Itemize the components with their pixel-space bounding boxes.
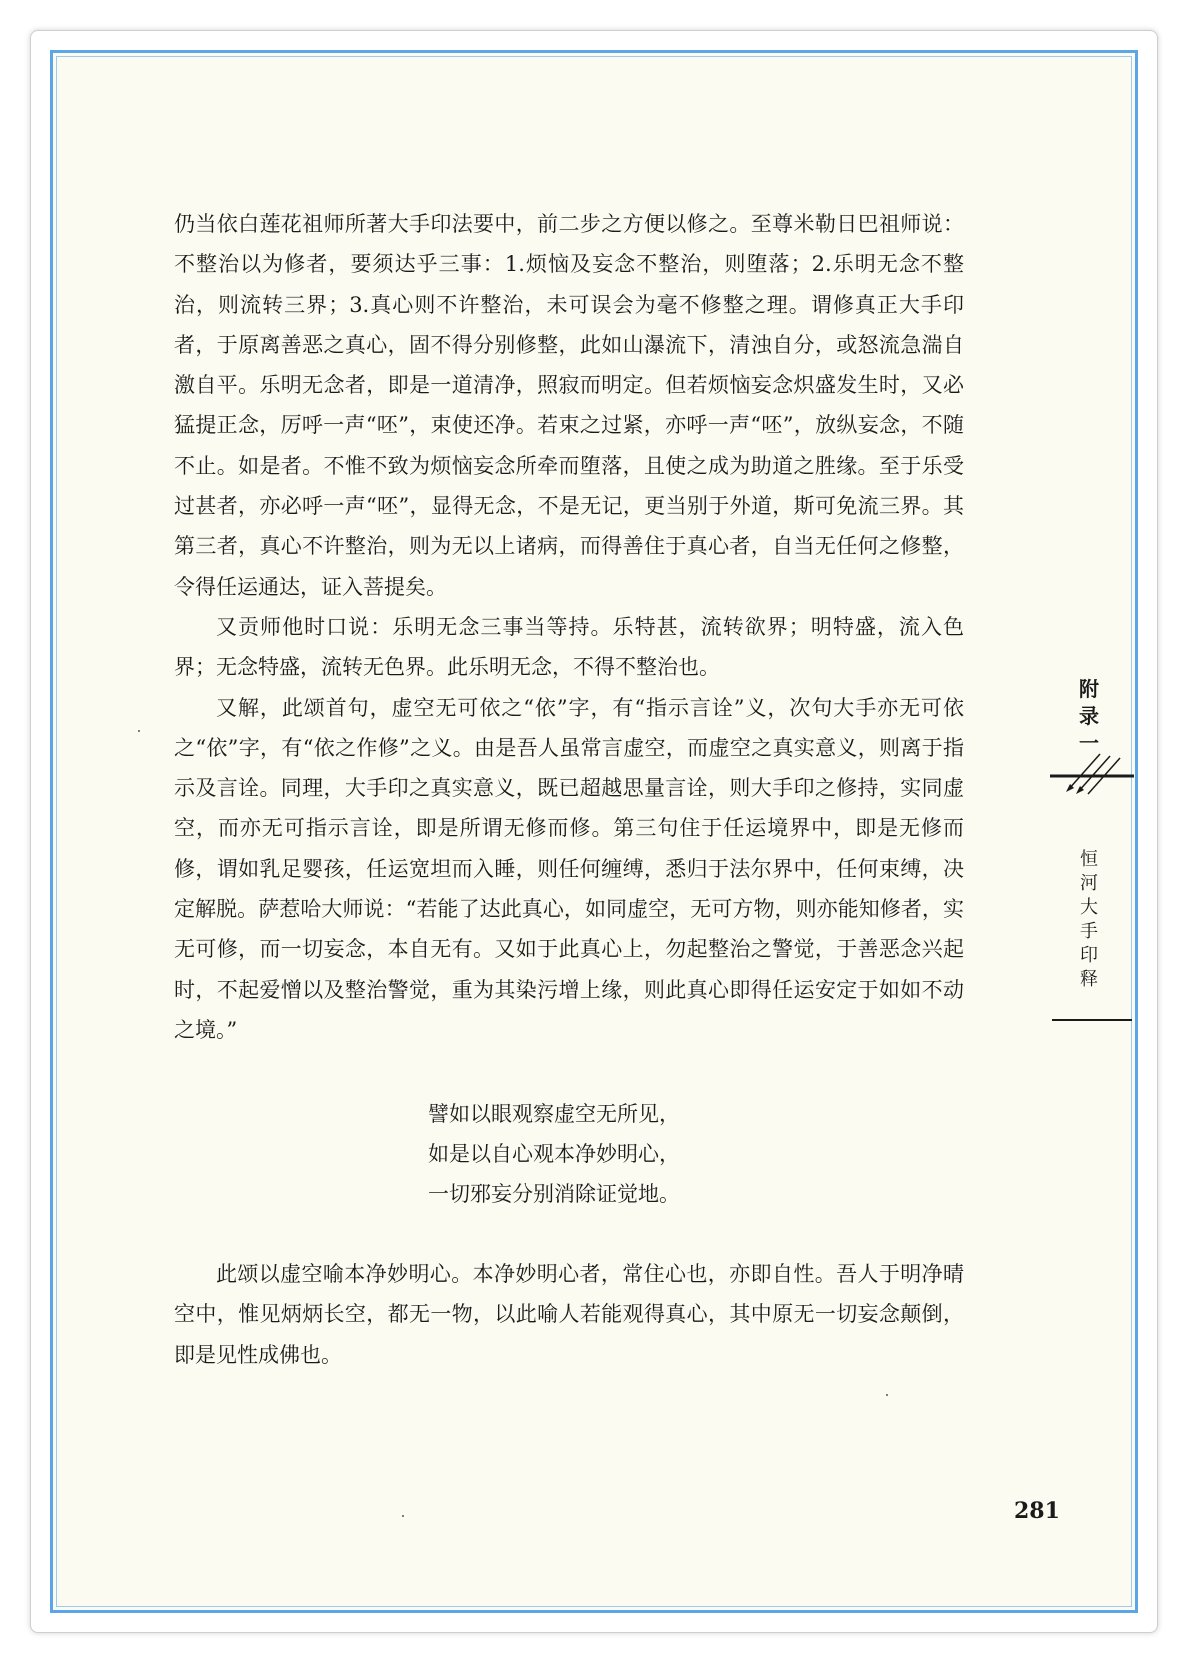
scan-speck — [402, 1515, 404, 1517]
side-divider — [1052, 1019, 1132, 1021]
side-book-char: 印 — [1080, 945, 1098, 966]
side-book-char: 释 — [1080, 969, 1098, 990]
paragraph-1: 仍当依白莲花祖师所著大手印法要中，前二步之方便以修之。至尊米勒日巴祖师说：不整治以为修者，要须达乎三事：1.烦恼及妄念不整治，则堕落；2.乐明无念不整治，则流转三界；3.真心则不许整治，未可误会为毫不修整之理。谓修真正大手印者，于原离善恶之真心，固不得分别修整，此如山瀑流下，清浊自分，或怒流急湍自激自平。乐明无念者，即是一道清净，照寂而明定。但若烦恼妄念炽盛发生时，又必猛提正念，厉呼一声“呸”，束使还净。若束之过紧，亦呼一声“呸”，放纵妄念，不随不止。如是者。不惟不致为烦恼妄念所牵而堕落，且使之成为助道之胜缘。至于乐受过甚者，亦必呼一声“呸”，显得无念，不是无记，更当别于外道，斯可免流三界。其第三者，真心不许整治，则为无以上诸病，而得善住于真心者，自当无任何之修整，令得任运通达，证入菩提矣。 — [174, 212, 964, 599]
side-ornament-icon — [1048, 752, 1134, 800]
side-book-char: 手 — [1080, 921, 1098, 942]
verse-line-2: 如是以自心观本净妙明心， — [428, 1142, 680, 1166]
commentary-block — [174, 1254, 964, 1375]
side-book-char: 河 — [1080, 873, 1098, 894]
scan-speck — [886, 1394, 888, 1396]
verse-block — [428, 1094, 680, 1214]
paragraph-3: 又解，此颂首句，虚空无可依之“依”字，有“指示言诠”义，次句大手亦无可依之“依”字，有“依之作修”之义。由是吾人虽常言虚空，而虚空之真实意义，则离于指示及言诠。同理，大手印之真实意义，既已超越思量言诠，则大手印之修持，实同虚空，而亦无可指示言诠，即是所谓无修而修。第三句住于任运境界中，即是无修而修，谓如乳足婴孩，任运宽坦而入睡，则任何缠缚，悉归于法尔界中，任何束缚，决定解脱。萨惹哈大师说：“若能了达此真心，如同虚空，无可方物，则亦能知修者，实无可修，而一切妄念，本自无有。又如于此真心上，勿起整治之警觉，于善恶念兴起时，不起爱憎以及整治警觉，重为其染污增上缘，则此真心即得任运安定于如如不动之境。” — [174, 695, 964, 1042]
side-book-title — [1074, 848, 1104, 992]
side-appendix-char: 录 — [1079, 704, 1099, 728]
main-text-block — [174, 204, 964, 1050]
verse-line-1: 譬如以眼观察虚空无所见， — [428, 1102, 680, 1126]
scan-speck — [138, 730, 140, 732]
side-appendix-label — [1074, 676, 1104, 757]
side-appendix-char: 一 — [1079, 731, 1099, 755]
paragraph-2: 又贡师他时口说：乐明无念三事当等持。乐特甚，流转欲界；明特盛，流入色界；无念特盛，流转无色界。此乐明无念，不得不整治也。 — [174, 614, 964, 680]
paragraph-4: 此颂以虚空喻本净妙明心。本净妙明心者，常住心也，亦即自性。吾人于明净晴空中，惟见炳炳长空，都无一物，以此喻人若能观得真心，其中原无一切妄念颠倒，即是见性成佛也。 — [174, 1262, 964, 1367]
page-number: 281 — [1014, 1498, 1060, 1524]
verse-line-3: 一切邪妄分别消除证觉地。 — [428, 1182, 680, 1206]
side-book-char: 恒 — [1080, 849, 1098, 870]
side-appendix-char: 附 — [1079, 677, 1099, 701]
side-book-char: 大 — [1080, 897, 1098, 918]
